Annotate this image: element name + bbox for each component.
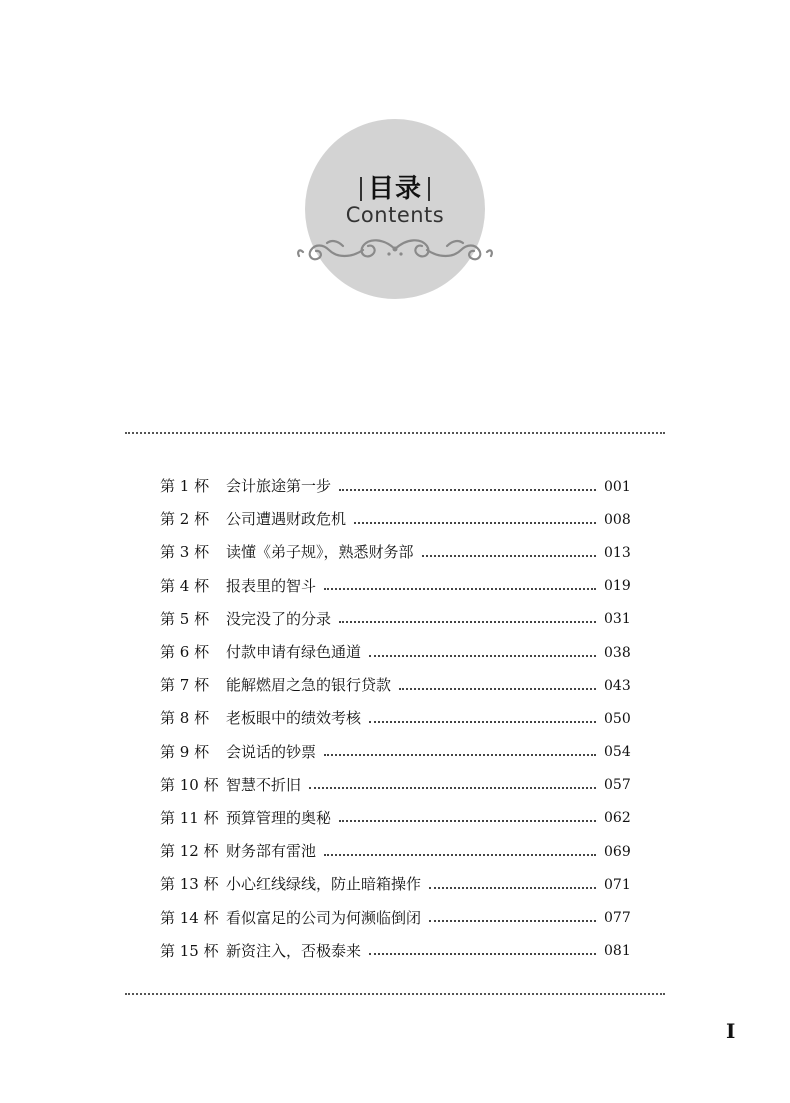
toc-leader-dots bbox=[399, 688, 596, 690]
toc-entry-number: 第 15 杯 bbox=[160, 941, 219, 960]
title-left-bar bbox=[360, 177, 362, 201]
page-subtitle: Contents bbox=[345, 203, 445, 227]
toc-entry-title: 会计旅途第一步 bbox=[226, 477, 332, 496]
toc-entry-number: 第 1 杯 bbox=[160, 477, 210, 496]
toc-entry-page: 069 bbox=[604, 843, 631, 860]
toc-entry[interactable] bbox=[160, 802, 630, 835]
toc-entry-page: 077 bbox=[604, 910, 631, 927]
table-of-contents bbox=[160, 470, 630, 968]
toc-entry[interactable] bbox=[160, 503, 630, 536]
toc-entry-title: 公司遭遇财政危机 bbox=[226, 510, 347, 529]
toc-entry-title: 会说话的钞票 bbox=[226, 742, 317, 761]
scroll-ornament-icon bbox=[293, 232, 497, 266]
toc-entry[interactable] bbox=[160, 935, 630, 968]
toc-leader-dots bbox=[369, 655, 596, 657]
toc-entry-title: 预算管理的奥秘 bbox=[226, 808, 332, 827]
toc-entry-title: 老板眼中的绩效考核 bbox=[226, 709, 362, 728]
toc-entry-number: 第 8 杯 bbox=[160, 709, 210, 728]
toc-entry-page: 062 bbox=[604, 810, 631, 827]
toc-entry-page: 050 bbox=[604, 710, 631, 727]
toc-entry-page: 054 bbox=[604, 744, 631, 761]
toc-entry-title: 看似富足的公司为何濒临倒闭 bbox=[226, 908, 422, 927]
toc-entry-title: 小心红线绿线，防止暗箱操作 bbox=[226, 875, 422, 894]
toc-entry-number: 第 6 杯 bbox=[160, 643, 210, 662]
toc-entry-number: 第 12 杯 bbox=[160, 842, 219, 861]
toc-entry-page: 057 bbox=[604, 777, 631, 794]
toc-leader-dots bbox=[429, 887, 596, 889]
toc-entry-page: 031 bbox=[604, 611, 631, 628]
toc-entry-page: 019 bbox=[604, 578, 631, 595]
toc-leader-dots bbox=[369, 953, 596, 955]
toc-leader-dots bbox=[324, 588, 596, 590]
toc-entry-title: 报表里的智斗 bbox=[226, 576, 317, 595]
toc-entry[interactable] bbox=[160, 736, 630, 769]
toc-entry[interactable] bbox=[160, 835, 630, 868]
toc-entry-number: 第 10 杯 bbox=[160, 775, 219, 794]
toc-entry-page: 013 bbox=[604, 544, 631, 561]
toc-entry-page: 043 bbox=[604, 677, 631, 694]
toc-leader-dots bbox=[339, 489, 596, 491]
toc-leader-dots bbox=[339, 820, 596, 822]
toc-leader-dots bbox=[354, 522, 596, 524]
toc-entry-number: 第 7 杯 bbox=[160, 676, 210, 695]
toc-leader-dots bbox=[309, 787, 596, 789]
top-dotted-divider bbox=[125, 432, 665, 434]
title-cn-text: 目录 bbox=[367, 174, 422, 204]
toc-leader-dots bbox=[369, 721, 596, 723]
page-title bbox=[0, 168, 790, 205]
toc-entry[interactable] bbox=[160, 769, 630, 802]
toc-entry-page: 038 bbox=[604, 644, 631, 661]
toc-entry-title: 新资注入，否极泰来 bbox=[226, 941, 362, 960]
toc-entry-number: 第 4 杯 bbox=[160, 576, 210, 595]
toc-entry[interactable] bbox=[160, 636, 630, 669]
page-number: I bbox=[726, 1019, 736, 1043]
toc-entry-title: 能解燃眉之急的银行贷款 bbox=[226, 676, 392, 695]
bottom-dotted-divider bbox=[125, 993, 665, 995]
toc-entry-title: 财务部有雷池 bbox=[226, 842, 317, 861]
toc-entry-number: 第 14 杯 bbox=[160, 908, 219, 927]
toc-entry[interactable] bbox=[160, 868, 630, 901]
toc-entry-page: 001 bbox=[604, 478, 631, 495]
toc-entry[interactable] bbox=[160, 901, 630, 934]
toc-entry-number: 第 3 杯 bbox=[160, 543, 210, 562]
toc-entry-title: 付款申请有绿色通道 bbox=[226, 643, 362, 662]
toc-leader-dots bbox=[339, 621, 596, 623]
toc-entry[interactable] bbox=[160, 570, 630, 603]
toc-entry-number: 第 13 杯 bbox=[160, 875, 219, 894]
toc-entry-number: 第 2 杯 bbox=[160, 510, 210, 529]
toc-leader-dots bbox=[324, 854, 596, 856]
toc-entry-number: 第 5 杯 bbox=[160, 609, 210, 628]
toc-entry-number: 第 9 杯 bbox=[160, 742, 210, 761]
title-right-bar bbox=[428, 177, 430, 201]
toc-entry-page: 008 bbox=[604, 511, 631, 528]
toc-entry[interactable] bbox=[160, 470, 630, 503]
toc-entry-title: 没完没了的分录 bbox=[226, 609, 332, 628]
toc-entry[interactable] bbox=[160, 669, 630, 702]
toc-entry-page: 071 bbox=[604, 876, 631, 893]
toc-entry[interactable] bbox=[160, 536, 630, 569]
toc-leader-dots bbox=[324, 754, 596, 756]
toc-entry-title: 智慧不折旧 bbox=[226, 775, 302, 794]
toc-leader-dots bbox=[429, 920, 596, 922]
toc-entry[interactable] bbox=[160, 702, 630, 735]
toc-entry-page: 081 bbox=[604, 943, 631, 960]
toc-entry-number: 第 11 杯 bbox=[160, 808, 219, 827]
toc-leader-dots bbox=[422, 555, 596, 557]
toc-entry-title: 读懂《弟子规》，熟悉财务部 bbox=[226, 543, 414, 562]
toc-entry[interactable] bbox=[160, 603, 630, 636]
